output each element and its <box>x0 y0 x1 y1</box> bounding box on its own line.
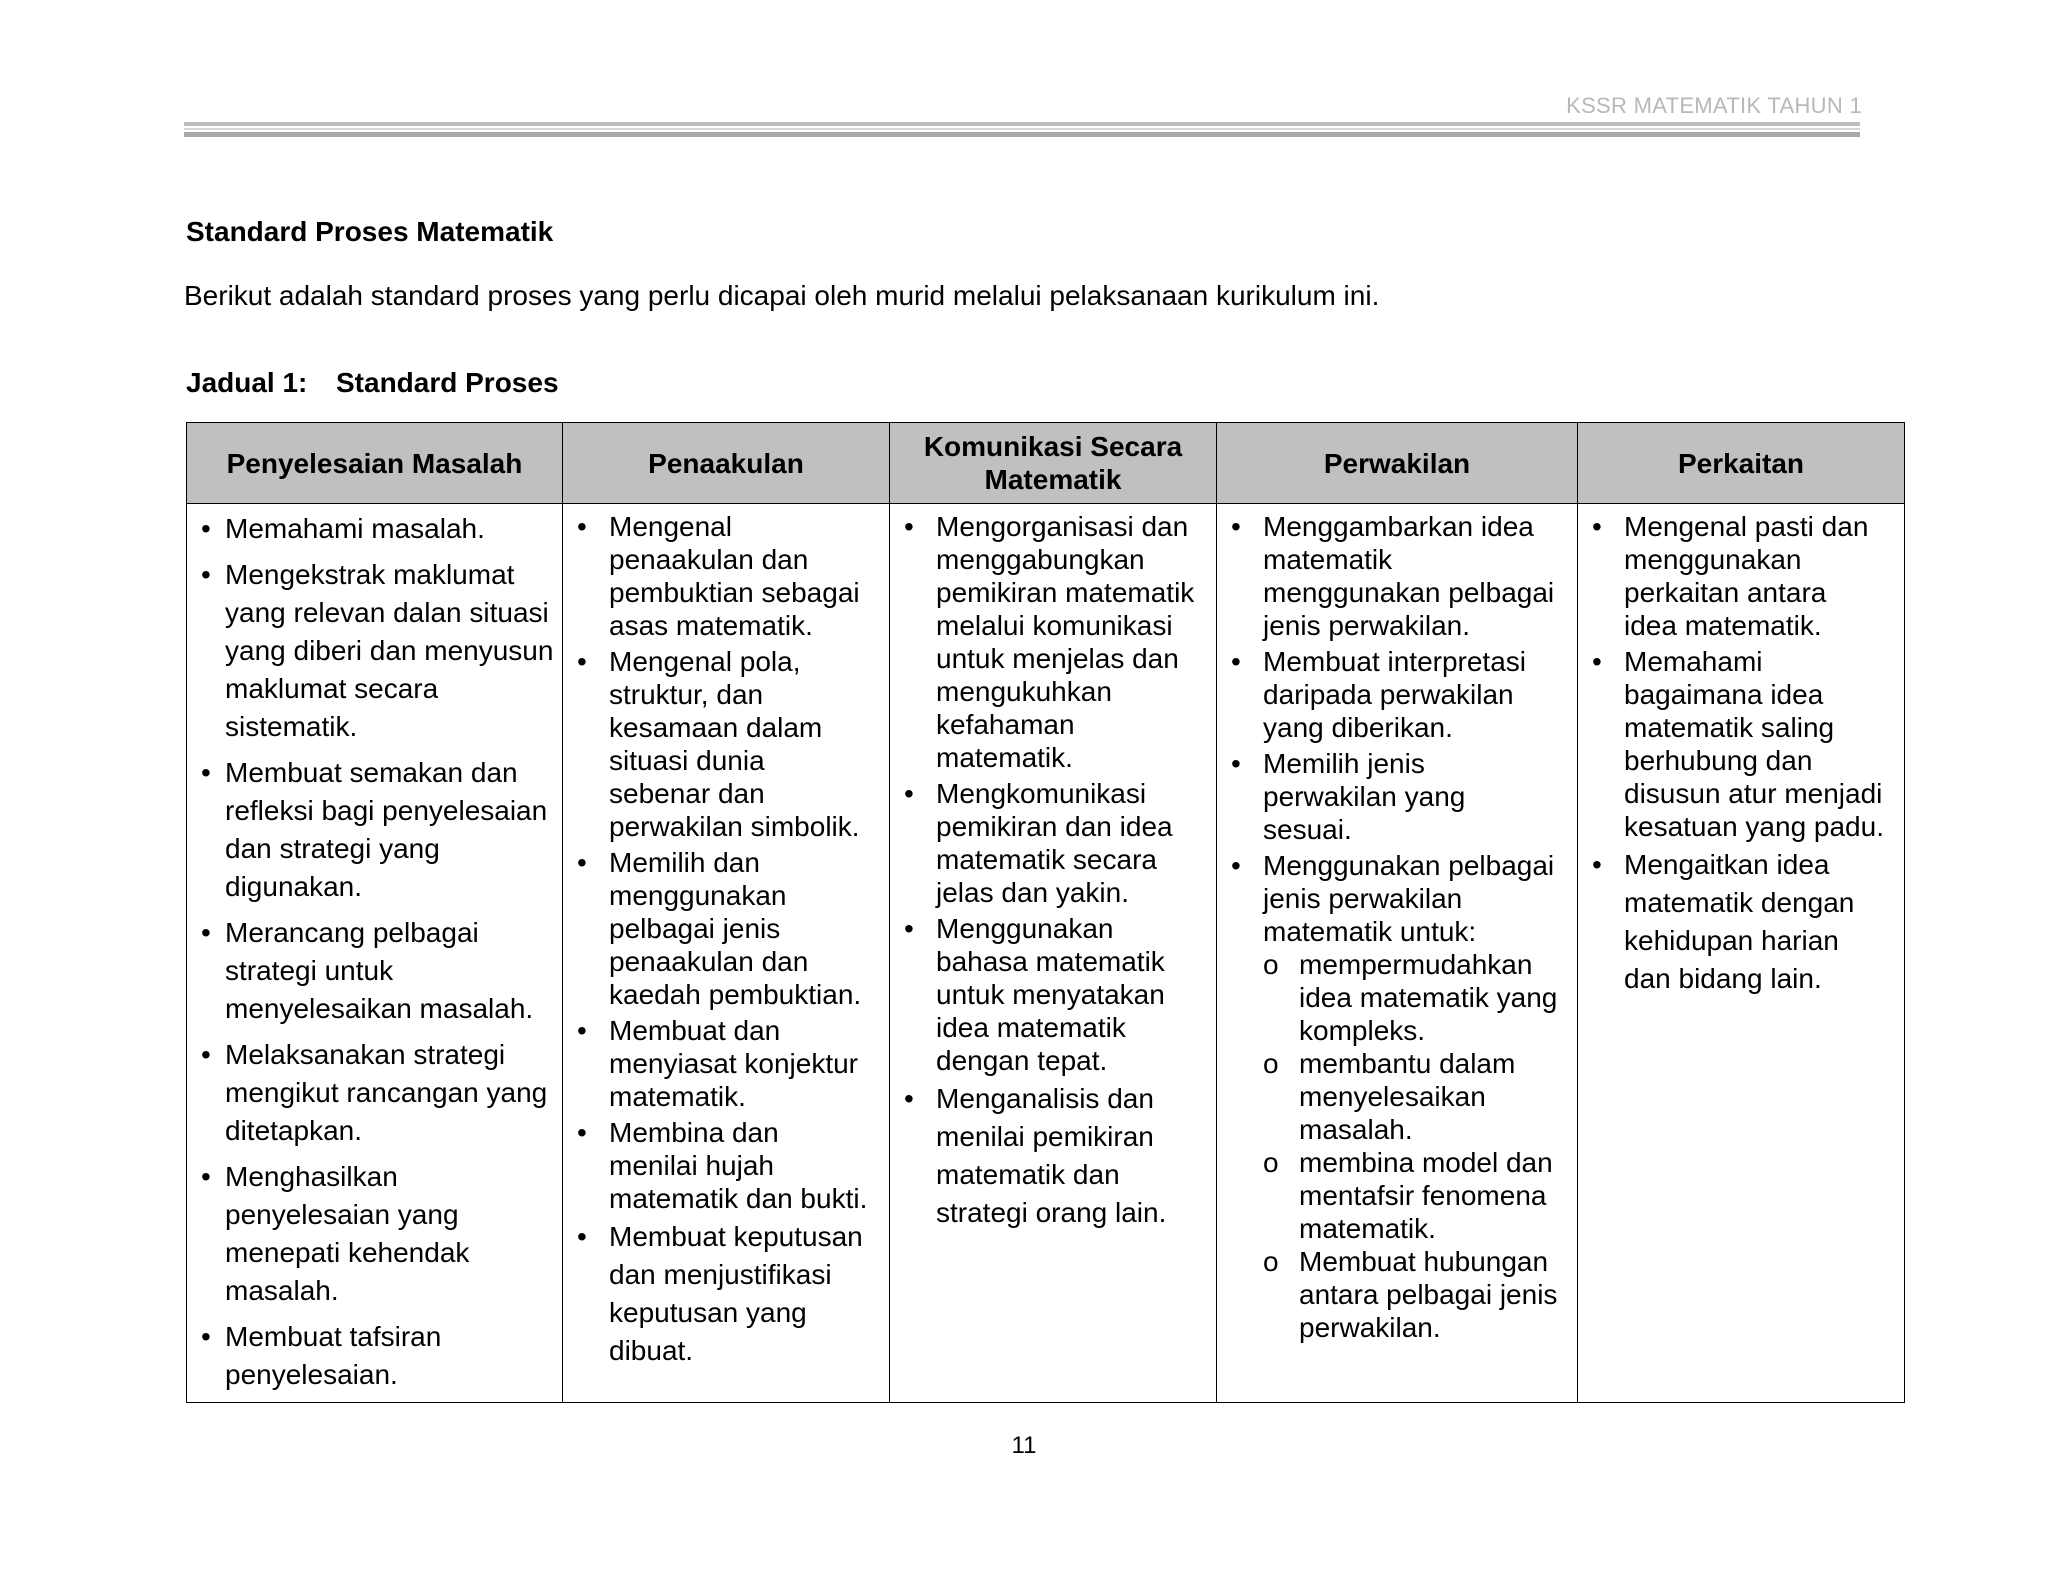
list-item <box>1578 846 1904 998</box>
table-caption-title: Standard Proses <box>336 367 559 398</box>
line-text: menggabungkan <box>936 544 1145 575</box>
bullet-list <box>563 510 889 1370</box>
item-text <box>1263 646 1526 743</box>
item-text <box>225 513 485 544</box>
circle-bullet-icon: o <box>1263 949 1279 980</box>
line-text: pemikiran dan idea <box>936 811 1173 842</box>
item-text <box>609 847 861 1010</box>
list-item <box>1217 747 1577 846</box>
line-text: pembuktian sebagai <box>609 577 860 608</box>
bullet-list <box>890 510 1216 1232</box>
bullet-icon: • <box>201 513 211 544</box>
intro-paragraph: Berikut adalah standard proses yang perlu dicapai oleh murid melalui pelaksanaan kurikulum ini. <box>184 280 1380 311</box>
column-header <box>563 423 890 504</box>
table-header-row <box>187 423 1905 504</box>
list-item <box>563 1014 889 1113</box>
item-text <box>225 559 553 742</box>
sub-item-text <box>1299 949 1557 1046</box>
column-header <box>1217 423 1578 504</box>
line-text: jenis perwakilan. <box>1263 610 1470 641</box>
line-text: berhubung dan <box>1624 745 1813 776</box>
bullet-icon: • <box>1231 646 1241 677</box>
line-text: menggunakan <box>609 880 787 911</box>
line-text: daripada perwakilan <box>1263 679 1514 710</box>
line-text: struktur, dan <box>609 679 764 710</box>
line-text: Menghasilkan <box>225 1161 398 1192</box>
item-text <box>609 646 860 842</box>
item-text <box>936 913 1165 1076</box>
sub-list-item <box>1263 1245 1577 1344</box>
line-text: strategi untuk <box>225 955 394 986</box>
line-text: perwakilan. <box>1299 1312 1441 1343</box>
line-text: menyelesaikan masalah. <box>225 993 534 1024</box>
line-text: perwakilan yang <box>1263 781 1466 812</box>
line-text: bagaimana idea <box>1624 679 1824 710</box>
line-text: perwakilan simbolik. <box>609 811 860 842</box>
line-text: dan menjustifikasi <box>609 1259 832 1290</box>
line-text: pemikiran matematik <box>936 577 1195 608</box>
line-text: Mengenal <box>609 511 732 542</box>
line-text: Memahami <box>1624 646 1763 677</box>
bullet-icon: • <box>577 1117 587 1148</box>
bullet-icon: • <box>1231 748 1241 779</box>
list-item <box>563 645 889 843</box>
item-text <box>936 511 1194 773</box>
list-item <box>890 912 1216 1077</box>
line-text: matematik dan <box>936 1159 1120 1190</box>
item-text <box>1263 850 1554 947</box>
line-text: pelbagai jenis <box>609 913 781 944</box>
list-item <box>187 510 562 548</box>
line-text: Mengenal pasti dan <box>1624 511 1869 542</box>
line-text: yang diberikan. <box>1263 712 1453 743</box>
table-caption-label: Jadual 1: <box>186 367 308 398</box>
bullet-icon: • <box>577 1015 587 1046</box>
sub-item-text <box>1299 1147 1553 1244</box>
standard-process-table <box>186 422 1905 1403</box>
bullet-list <box>1578 510 1904 998</box>
line-text: mempermudahkan <box>1299 949 1533 980</box>
line-text: matematik secara <box>936 844 1157 875</box>
line-text: Perkaitan <box>1677 447 1805 479</box>
item-text <box>1624 646 1884 842</box>
table-row <box>187 504 1905 1403</box>
sub-list-item <box>1263 1047 1577 1146</box>
line-text: kesamaan dalam <box>609 712 823 743</box>
bullet-icon: • <box>1592 646 1602 677</box>
circle-bullet-icon: o <box>1263 1048 1279 1079</box>
line-text: Merancang pelbagai <box>225 917 479 948</box>
list-item <box>187 1036 562 1150</box>
list-item <box>187 1318 562 1394</box>
line-text: kefahaman <box>936 709 1075 740</box>
bullet-icon: • <box>577 646 587 677</box>
line-text: penaakulan dan <box>609 946 809 977</box>
running-header: KSSR MATEMATIK TAHUN 1 <box>1566 93 1862 118</box>
column-header <box>1578 423 1905 504</box>
line-text: matematik. <box>609 1081 746 1112</box>
line-text: menggunakan <box>1624 544 1802 575</box>
item-text <box>225 1161 469 1306</box>
line-text: kompleks. <box>1299 1015 1426 1046</box>
list-item <box>890 1080 1216 1232</box>
line-text: kaedah pembuktian. <box>609 979 862 1010</box>
line-text: Menganalisis dan <box>936 1083 1154 1114</box>
section-title: Standard Proses Matematik <box>186 216 554 247</box>
line-text: Mengkomunikasi <box>936 778 1147 809</box>
item-text <box>225 1039 547 1146</box>
line-text: Membuat keputusan <box>609 1221 863 1252</box>
line-text: Komunikasi Secara <box>923 431 1183 462</box>
item-text <box>936 1083 1166 1228</box>
line-text: menilai pemikiran <box>936 1121 1154 1152</box>
line-text: penaakulan dan <box>609 544 809 575</box>
list-item <box>1578 645 1904 843</box>
line-text: jelas dan yakin. <box>936 877 1130 908</box>
bullet-icon: • <box>1231 850 1241 881</box>
bullet-icon: • <box>577 847 587 878</box>
list-item <box>890 510 1216 774</box>
line-text: bahasa matematik <box>936 946 1165 977</box>
table-caption <box>186 367 559 399</box>
line-text: Membuat semakan dan <box>225 757 518 788</box>
item-text <box>1624 511 1868 641</box>
item-text <box>225 757 547 902</box>
line-text: penyelesaian yang <box>225 1199 459 1230</box>
line-text: Membuat tafsiran <box>225 1321 442 1352</box>
table-cell <box>1217 504 1578 1403</box>
line-text: Membuat interpretasi <box>1263 646 1527 677</box>
line-text: sebenar dan <box>609 778 765 809</box>
table-cell <box>1578 504 1905 1403</box>
line-text: untuk menyatakan <box>936 979 1165 1010</box>
list-item <box>187 1158 562 1310</box>
line-text: situasi dunia <box>609 745 765 776</box>
line-text: refleksi bagi penyelesaian <box>225 795 548 826</box>
line-text: menilai hujah <box>609 1150 774 1181</box>
page-number: 11 <box>1011 1432 1037 1459</box>
sub-list-item <box>1263 1146 1577 1245</box>
item-text <box>1624 849 1854 994</box>
line-text: Memilih dan <box>609 847 760 878</box>
line-text: kehidupan harian <box>1624 925 1839 956</box>
bullet-icon: • <box>904 778 914 809</box>
sub-item-text <box>1299 1246 1557 1343</box>
line-text: matematik saling <box>1624 712 1835 743</box>
line-text: mengukuhkan <box>936 676 1112 707</box>
list-item <box>187 754 562 906</box>
line-text: matematik untuk: <box>1263 916 1477 947</box>
line-text: membantu dalam <box>1299 1048 1516 1079</box>
line-text: Membuat dan <box>609 1015 781 1046</box>
table-cell <box>890 504 1217 1403</box>
column-header <box>890 423 1217 504</box>
line-text: mentafsir fenomena <box>1299 1180 1547 1211</box>
bullet-icon: • <box>201 1321 211 1352</box>
item-text <box>609 511 860 641</box>
line-text: digunakan. <box>225 871 363 902</box>
sub-list-item <box>1263 948 1577 1047</box>
line-text: sistematik. <box>225 711 358 742</box>
line-text: membina model dan <box>1299 1147 1553 1178</box>
bullet-icon: • <box>1592 511 1602 542</box>
line-text: matematik dan bukti. <box>609 1183 868 1214</box>
line-text: menggunakan pelbagai <box>1263 577 1555 608</box>
line-text: Memilih jenis <box>1263 748 1425 779</box>
line-text: Mengenal pola, <box>609 646 801 677</box>
line-text: Mengekstrak maklumat <box>225 559 515 590</box>
line-text: Membuat hubungan <box>1299 1246 1549 1277</box>
table-cell <box>563 504 890 1403</box>
line-text: keputusan yang <box>609 1297 807 1328</box>
bullet-icon: • <box>201 917 211 948</box>
line-text: perkaitan antara <box>1624 577 1827 608</box>
line-text: dan strategi yang <box>225 833 440 864</box>
item-text <box>1263 748 1465 845</box>
line-text: melalui komunikasi <box>936 610 1173 641</box>
list-item <box>1578 510 1904 642</box>
header-rule <box>184 122 1860 138</box>
line-text: asas matematik. <box>609 610 813 641</box>
item-text <box>225 1321 441 1390</box>
list-item <box>563 1116 889 1215</box>
line-text: idea matematik <box>936 1012 1126 1043</box>
line-text: Menggambarkan idea <box>1263 511 1534 542</box>
line-text: sesuai. <box>1263 814 1352 845</box>
line-text: dan bidang lain. <box>1624 963 1822 994</box>
line-text: untuk menjelas dan <box>936 643 1179 674</box>
column-header <box>187 423 563 504</box>
line-text: menyiasat konjektur <box>609 1048 859 1079</box>
line-text: Penaakulan <box>648 447 804 479</box>
list-item <box>1217 849 1577 1344</box>
item-text <box>609 1221 863 1366</box>
line-text: Penyelesaian Masalah <box>226 447 523 479</box>
bullet-icon: • <box>577 1221 587 1252</box>
line-text: Perwakilan <box>1323 447 1471 479</box>
line-text: jenis perwakilan <box>1263 883 1463 914</box>
line-text: ditetapkan. <box>225 1115 362 1146</box>
list-item <box>1217 510 1577 642</box>
bullet-list <box>1217 510 1577 1344</box>
line-text: Menggunakan pelbagai <box>1263 850 1555 881</box>
line-text: dibuat. <box>609 1335 694 1366</box>
line-text: menepati kehendak <box>225 1237 470 1268</box>
line-text: masalah. <box>1299 1114 1413 1145</box>
line-text: dengan tepat. <box>936 1045 1108 1076</box>
line-text: Mengaitkan idea <box>1624 849 1830 880</box>
line-text: strategi orang lain. <box>936 1197 1167 1228</box>
bullet-icon: • <box>1231 511 1241 542</box>
line-text: Mengorganisasi dan <box>936 511 1189 542</box>
bullet-icon: • <box>201 1161 211 1192</box>
item-text <box>609 1015 858 1112</box>
sub-item-text <box>1299 1048 1515 1145</box>
item-text <box>225 917 533 1024</box>
line-text: yang diberi dan menyusun <box>225 635 554 666</box>
list-item <box>187 914 562 1028</box>
line-text: kesatuan yang padu. <box>1624 811 1884 842</box>
circle-bullet-icon: o <box>1263 1147 1279 1178</box>
bullet-icon: • <box>904 1083 914 1114</box>
line-text: antara pelbagai jenis <box>1299 1279 1558 1310</box>
line-text: matematik dengan <box>1624 887 1855 918</box>
bullet-list <box>187 510 562 1394</box>
item-text <box>936 778 1173 908</box>
line-text: idea matematik. <box>1624 610 1822 641</box>
line-text: mengikut rancangan yang <box>225 1077 548 1108</box>
line-text: penyelesaian. <box>225 1359 398 1390</box>
line-text: Melaksanakan strategi <box>225 1039 506 1070</box>
bullet-icon: • <box>201 559 211 590</box>
line-text: menyelesaikan <box>1299 1081 1486 1112</box>
line-text: disusun atur menjadi <box>1624 778 1883 809</box>
list-item <box>187 556 562 746</box>
bullet-icon: • <box>904 511 914 542</box>
line-text: Membina dan <box>609 1117 779 1148</box>
item-text <box>609 1117 867 1214</box>
list-item <box>890 777 1216 909</box>
line-text: matematik. <box>936 742 1073 773</box>
line-text: Menggunakan <box>936 913 1114 944</box>
list-item <box>563 510 889 642</box>
list-item <box>563 846 889 1011</box>
line-text: yang relevan dalan situasi <box>225 597 549 628</box>
circle-bullet-icon: o <box>1263 1246 1279 1277</box>
line-text: maklumat secara <box>225 673 439 704</box>
line-text: Matematik <box>984 464 1122 495</box>
line-text: Memahami masalah. <box>225 513 485 544</box>
bullet-icon: • <box>577 511 587 542</box>
sub-list <box>1263 948 1577 1344</box>
line-text: idea matematik yang <box>1299 982 1558 1013</box>
list-item <box>1217 645 1577 744</box>
line-text: masalah. <box>225 1275 339 1306</box>
bullet-icon: • <box>201 757 211 788</box>
bullet-icon: • <box>201 1039 211 1070</box>
bullet-icon: • <box>1592 849 1602 880</box>
item-text <box>1263 511 1554 641</box>
list-item <box>563 1218 889 1370</box>
table-cell <box>187 504 563 1403</box>
bullet-icon: • <box>904 913 914 944</box>
line-text: matematik <box>1263 544 1393 575</box>
line-text: matematik. <box>1299 1213 1436 1244</box>
